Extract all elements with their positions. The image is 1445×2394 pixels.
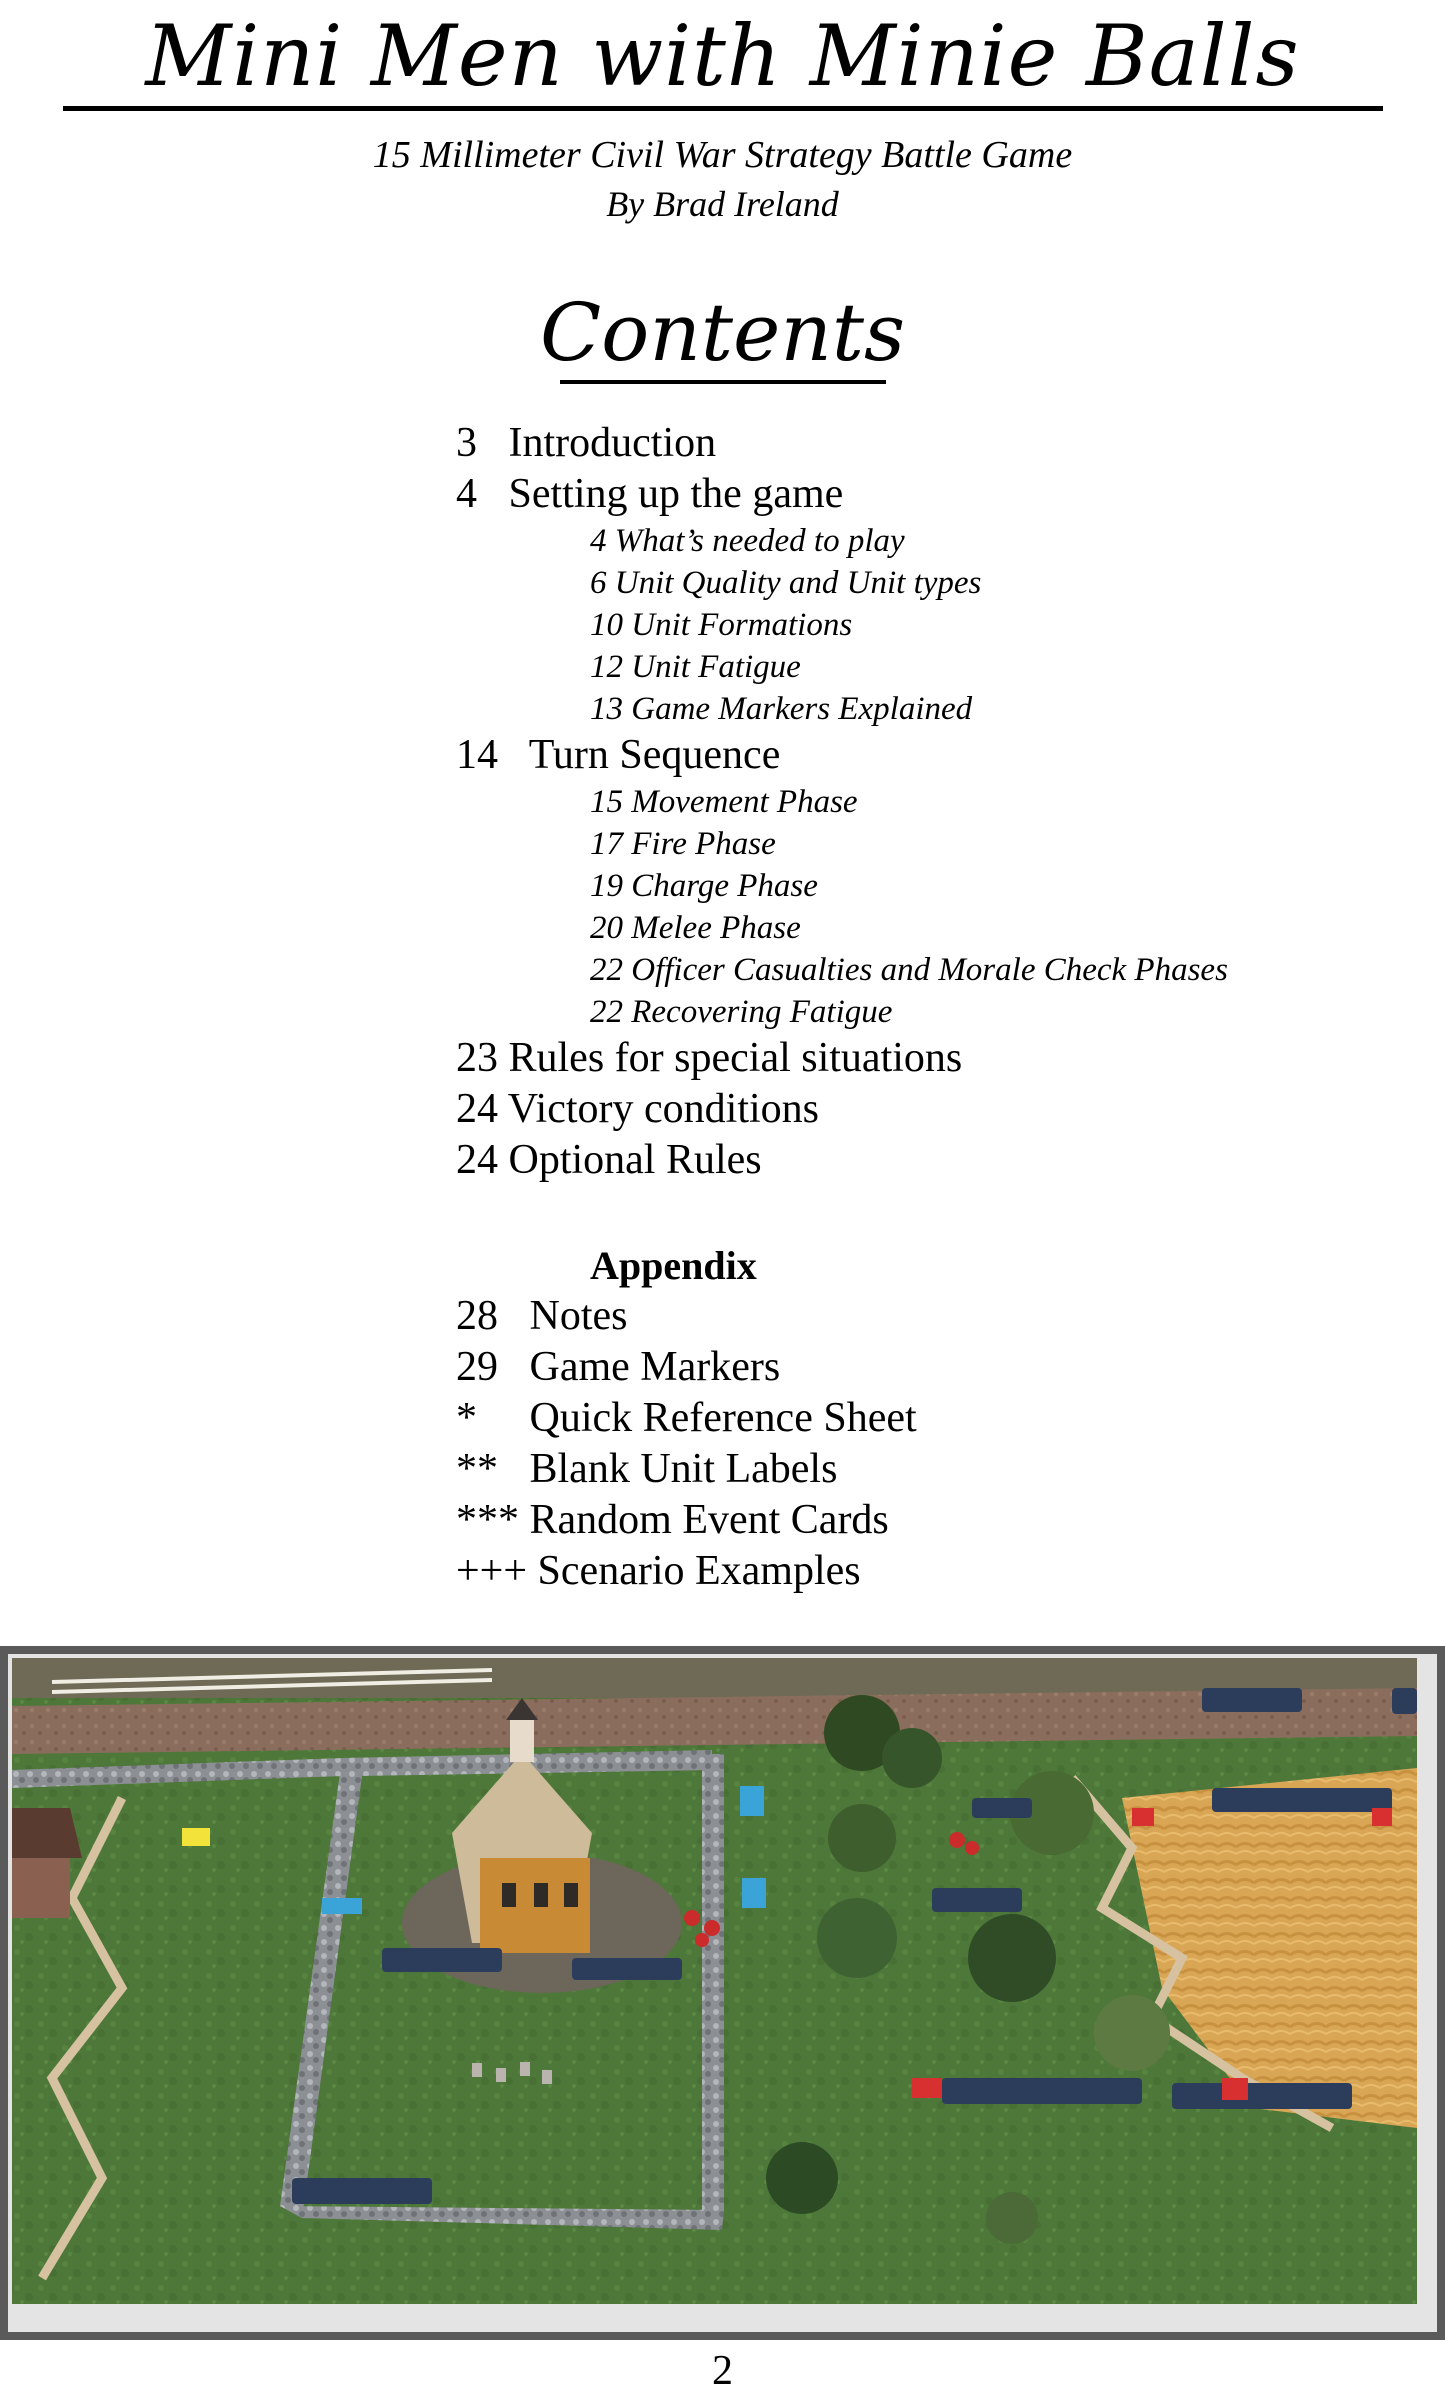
page-number: 2: [712, 2348, 733, 2394]
title-underline: [63, 106, 1383, 111]
appendix-item: +++ Scenario Examples: [456, 1548, 861, 1594]
table-of-contents: [456, 418, 1356, 1186]
appendix-item: ** Blank Unit Labels: [456, 1446, 838, 1492]
toc-subentry: 12 Unit Fatigue: [590, 649, 801, 685]
appendix-item: *** Random Event Cards: [456, 1497, 889, 1543]
toc-subentry: 22 Officer Casualties and Morale Check Phases: [590, 952, 1228, 988]
appendix-item: 28 Notes: [456, 1293, 628, 1339]
toc-subentry: 10 Unit Formations: [590, 607, 853, 643]
appendix-item: 29 Game Markers: [456, 1344, 781, 1390]
document-subtitle: 15 Millimeter Civil War Strategy Battle Game: [372, 134, 1073, 176]
toc-entry: 23 Rules for special situations: [456, 1035, 963, 1081]
battlefield-photo: [12, 1658, 1417, 2304]
toc-subentry: 17 Fire Phase: [590, 826, 776, 862]
document-title: Mini Men with Minie Balls: [145, 7, 1300, 105]
photo-frame: [0, 1646, 1445, 2340]
toc-entry: 3 Introduction: [456, 420, 717, 466]
document-author: By Brad Ireland: [606, 184, 839, 224]
toc-subentry: 4 What’s needed to play: [590, 523, 905, 559]
contents-underline: [560, 380, 886, 384]
toc-entry: 24 Victory conditions: [456, 1086, 820, 1132]
toc-entry: 14 Turn Sequence: [456, 732, 781, 778]
contents-heading: Contents: [539, 286, 906, 379]
toc-subentry: 19 Charge Phase: [590, 868, 818, 904]
toc-subentry: 13 Game Markers Explained: [590, 691, 973, 727]
toc-subentry: 20 Melee Phase: [590, 910, 801, 946]
appendix-section: [456, 1240, 1356, 1597]
appendix-item: * Quick Reference Sheet: [456, 1395, 917, 1441]
toc-entry: 4 Setting up the game: [456, 471, 844, 517]
toc-subentry: 22 Recovering Fatigue: [590, 994, 893, 1030]
toc-subentry: 6 Unit Quality and Unit types: [590, 565, 982, 601]
toc-entry: 24 Optional Rules: [456, 1137, 762, 1183]
toc-subentry: 15 Movement Phase: [590, 784, 858, 820]
appendix-heading: Appendix: [590, 1243, 757, 1288]
